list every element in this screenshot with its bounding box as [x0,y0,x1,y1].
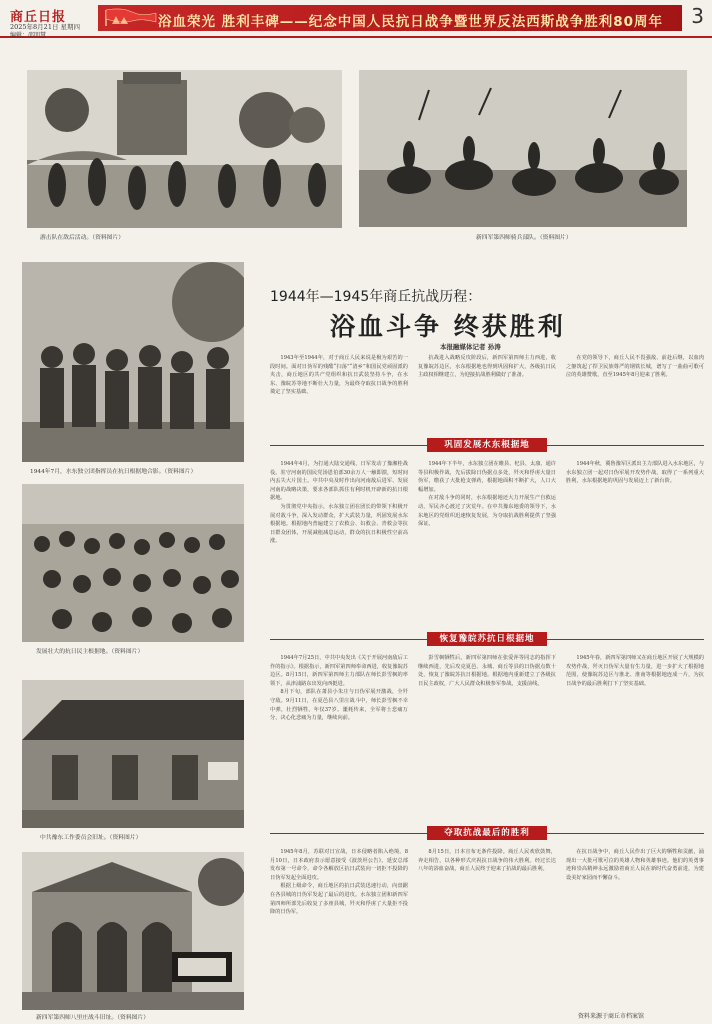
photo-caption: 发展壮大的抗日民主根据地。（资料图片） [36,649,144,655]
section-header [270,438,704,452]
commemorative-banner [98,5,682,31]
paragraph: 8月15日，日本宣布无条件投降。商丘人民欢欣鼓舞，奔走相告，以各种形式庆祝抗日战争的伟大胜利。经过长达八年的浴血奋战，商丘人民终于迎来了抗战的最后胜利。 [418,849,556,873]
section-2-col-3 [566,654,704,822]
photo-caption: 1944年7月，水东独立团指挥员在抗日根据地合影。（资料图片） [30,469,197,475]
section-2-col-2 [418,654,556,822]
section-title: 恢复豫皖苏抗日根据地 [427,632,547,646]
source-note: 资料来源于商丘市档案馆 [578,1013,645,1020]
paragraph: 1944年下半年，水东独立团在睢县、杞县、太康、通许等县积极作战，先后拔除日伪据点多处，歼灭和俘虏大量日伪军，缴获了大批枪支弹药，根据地面积不断扩大，人口大幅增加。 [418,461,556,493]
section-2-col-1 [270,654,408,822]
photo-group-portrait [22,262,244,462]
section-1-col-1 [270,460,408,620]
masthead [0,0,712,38]
article-headline: 浴血斗争 终获胜利 [330,312,566,341]
paragraph: 1944年秋，冀鲁豫军区派出主力部队进入水东地区，与水东独立团一起对日伪军展开攻势作战，取得了一系列重大胜利，水东根据地的巩固与发展迈上了新台阶。 [566,461,704,485]
article-intro-col-2 [418,354,556,424]
paragraph: 1944年4月，为打通大陆交通线，日军发动了豫湘桂战役。驻守河南的国民党汤恩伯部30余万人一触即溃，短时间内丢失大片国土。中共中央及时作出向河南敌后进军、发展河南的战略决策，要求各部队抓住有利时机开辟新的抗日根据地。 [270,461,408,502]
section-title: 巩固发展水东根据地 [427,438,547,452]
paragraph: 在抗日战争中，商丘人民作出了巨大的牺牲和贡献，涌现出一大批可歌可泣的英雄人物和英雄事迹。他们的英勇事迹和崇高精神永远激励着商丘人民在新时代奋勇前进，为建设美好家园而不懈奋斗。 [566,849,704,881]
editor-credit: 编辑：邵明慧 [10,32,47,39]
photo-crowd [22,484,244,642]
photo-old-building [22,680,244,828]
newspaper-logo: 商丘日报 [10,10,67,25]
paragraph: 8月下旬，部队在萧县小朱庄与日伪军展开激战，全歼守敌。9月11日，在夏邑县八里庄战斗中，师长彭雪枫不幸中弹，壮烈牺牲，年仅37岁。噩耗传来，全军将士悲痛万分，决心化悲痛为力量，继续向前。 [270,689,408,722]
photo-memorial-building [22,852,244,1010]
section-3-col-3 [566,848,704,1008]
photo-cavalry [359,70,687,227]
section-3-col-1 [270,848,408,1008]
section-title: 夺取抗战最后的胜利 [427,826,547,840]
section-1-col-2 [418,460,556,620]
paragraph: 1945年春，新四军第四师又在商丘地区开展了大规模的攻势作战，歼灭日伪军大量有生力量，进一步扩大了根据地范围，使豫皖苏边区与淮北、淮南等根据地连成一片，为抗日战争的最后胜利打下了坚实基础。 [566,655,704,687]
paragraph: 1944年7月25日，中共中央发出《关于开展河南敌后工作的指示》。根据指示，新四军第四师奉命西进，收复豫皖苏边区。8月15日，新四军第四师主力部队在师长彭雪枫的率领下，从津浦路东出发向西挺进。 [270,655,408,687]
paragraph: 1945年8月，苏联对日宣战，日本侵略者陷入绝境。8月10日，日本政府表示愿意接受《波茨坦公告》。延安总部发布第一号命令，命令各解放区抗日武装向一切拒不投降的日伪军发起全面进攻。 [270,849,408,881]
paragraph: 为贯彻党中央指示，水东独立团在团长的带领下积极开展对敌斗争，深入发动群众，扩大武装力量，巩固发展水东根据地。根据地内普遍建立了农救会、妇救会、青救会等抗日群众团体，开展减租减息运动，群众的抗日积极性空前高涨。 [270,503,408,545]
section-header [270,826,704,840]
issue-date: 2025年8月21日 星期四 [10,23,81,31]
page-number: 3 [691,4,704,28]
banner-title: 浴血荣光 胜利丰碑——纪念中国人民抗日战争暨世界反法西斯战争胜利80周年 [158,14,663,30]
flag-icon [102,8,158,28]
photo-caption: 游击队在敌后活动。（资料图片） [40,235,125,241]
article-intro-col-3 [566,354,704,424]
paragraph: 抗战进入战略反攻阶段后，新四军第四师主力西进，收复豫皖苏边区，水东根据地也得到巩固和扩大，各级抗日民主政权相继建立，为迎接抗战胜利做好了准备。 [418,355,556,379]
photo-caption: 新四军第四师骑兵部队。（资料图片） [476,235,572,241]
section-3-col-2 [418,848,556,1008]
section-header [270,632,704,646]
paragraph: 彭雪枫牺牲后，新四军第四师在张爱萍等同志的指挥下继续西进，先后攻克夏邑、永城、商丘等县的日伪据点数十处，恢复了豫皖苏抗日根据地。根据地内重新建立了各级抗日民主政权，广大人民群众积极参军参战，支援前线。 [418,655,556,687]
article-kicker: 1944年—1945年商丘抗战历程： [270,289,482,305]
paragraph: 根据上级命令，商丘地区的抗日武装迅速行动，向盘踞在各县城的日伪军发起了最后的进攻。水东独立团和新四军第四师所部先后收复了多座县城，歼灭和俘虏了大量拒不投降的日伪军。 [270,883,408,916]
photo-guerrillas [27,70,342,228]
article-byline: 本报融媒体记者 孙涛 [440,343,501,351]
photo-caption: 中共豫东工作委员会旧址。（资料图片） [40,835,142,841]
paragraph: 在对敌斗争的同时，水东根据地还大力开展生产自救运动，军民齐心渡过了灾荒年。在中共豫东地委的领导下，水东地区的党组织迅速恢复发展，为夺取抗战胜利提供了坚强保证。 [418,495,556,528]
article-intro-col-1 [270,354,408,424]
paragraph: 1943年至1944年，对于商丘人民来说是极为艰苦的一段时间。面对日伪军的残酷“扫荡”“清乡”和国民党顽固派的夹击，商丘地区的共产党组织和抗日武装坚持斗争，在水东、豫皖苏等地不断壮大力量，为最终夺取抗日战争的胜利奠定了坚实基础。 [270,355,408,396]
section-1-col-3 [566,460,704,620]
paragraph: 在党的领导下，商丘人民不畏强敌、前赴后继，以血肉之躯筑起了捍卫民族尊严的钢铁长城，谱写了一曲曲可歌可泣的英雄赞歌，直至1945年8月迎来了胜利。 [566,355,704,379]
photo-caption: 新四军第四师八里庄战斗旧址。（资料图片） [36,1015,150,1021]
